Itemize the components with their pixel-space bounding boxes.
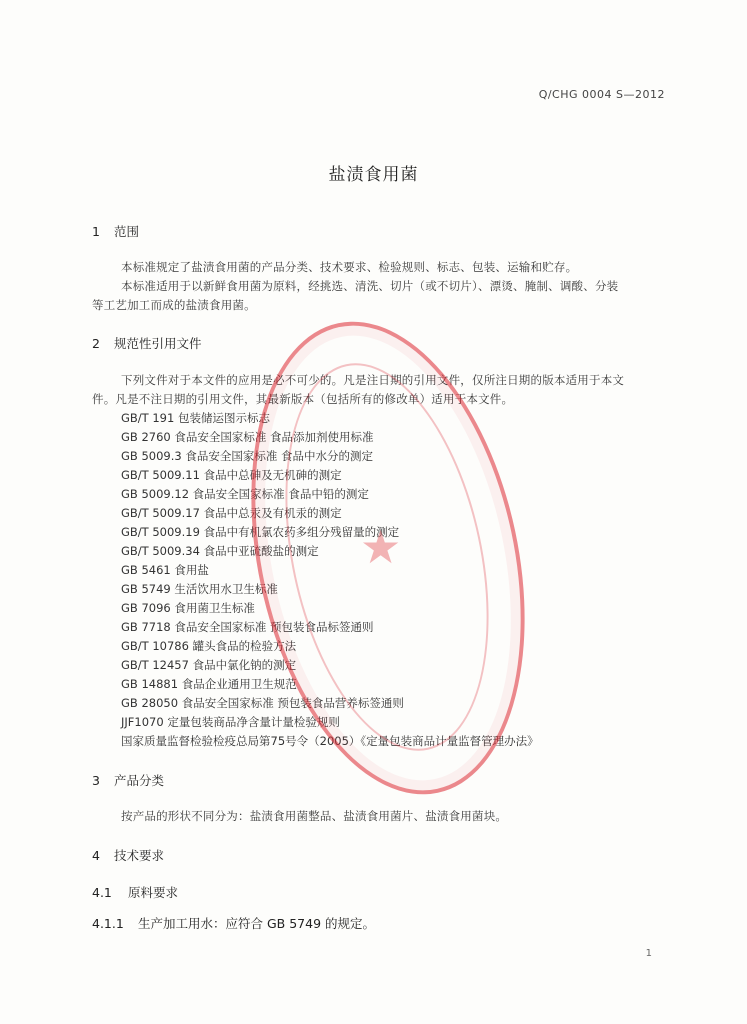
document-title: 盐渍食用菌: [328, 165, 419, 185]
subsection-4-1-heading: [92, 883, 178, 901]
section-1-para-2-line-1: 本标准适用于以新鲜食用菌为原料，经挑选、清洗、切片（或不切片）、漂烫、腌制、调酸、分装: [121, 279, 619, 293]
reference-item: GB 5461 食用盐: [121, 563, 209, 577]
reference-item: GB/T 5009.19 食品中有机氯农药多组分残留量的测定: [121, 525, 400, 539]
reference-item: GB/T 5009.34 食品中亚硫酸盐的测定: [121, 544, 319, 558]
section-1-number: 1: [92, 224, 100, 239]
section-1-title: 范围: [114, 224, 140, 239]
section-3-number: 3: [92, 773, 100, 788]
section-2-intro-line-1: 下列文件对于本文件的应用是必不可少的。凡是注日期的引用文件，仅所注日期的版本适用于本文: [121, 373, 625, 387]
reference-item: GB 5749 生活饮用水卫生标准: [121, 582, 278, 596]
reference-item: GB 7096 食用菌卫生标准: [121, 601, 255, 615]
section-3-title: 产品分类: [114, 773, 165, 788]
subsection-4-1-1-number: 4.1.1: [92, 916, 124, 931]
reference-item: GB 5009.12 食品安全国家标准 食品中铅的测定: [121, 487, 369, 501]
reference-item: GB/T 12457 食品中氯化钠的测定: [121, 658, 297, 672]
subsection-4-1-1: [92, 914, 375, 932]
reference-item: GB/T 5009.11 食品中总砷及无机砷的测定: [121, 468, 342, 482]
reference-item: GB/T 10786 罐头食品的检验方法: [121, 639, 297, 653]
page-number: 1: [645, 948, 652, 959]
section-2-number: 2: [92, 336, 100, 351]
reference-item: GB 28050 食品安全国家标准 预包装食品营养标签通则: [121, 696, 404, 710]
reference-item: GB 2760 食品安全国家标准 食品添加剂使用标准: [121, 430, 374, 444]
reference-item: GB/T 5009.17 食品中总汞及有机汞的测定: [121, 506, 342, 520]
reference-item: 国家质量监督检验检疫总局第75号令（2005）《定量包装商品计量监督管理办法》: [121, 734, 539, 748]
section-1-para-2-line-2: 等工艺加工而成的盐渍食用菌。: [92, 298, 256, 312]
reference-item: GB 7718 食品安全国家标准 预包装食品标签通则: [121, 620, 374, 634]
section-2-heading: [92, 334, 202, 352]
section-4-number: 4: [92, 848, 100, 863]
subsection-4-1-number: 4.1: [92, 885, 112, 900]
subsection-4-1-1-text: 生产加工用水：应符合 GB 5749 的规定。: [138, 916, 375, 931]
section-4-title: 技术要求: [114, 848, 165, 863]
seal-star-icon: ★: [360, 520, 402, 574]
section-2-intro-line-2: 件。凡是不注日期的引用文件，其最新版本（包括所有的修改单）适用于本文件。: [92, 392, 514, 406]
subsection-4-1-title: 原料要求: [128, 885, 179, 900]
section-3-para: 按产品的形状不同分为：盐渍食用菌整品、盐渍食用菌片、盐渍食用菌块。: [121, 809, 508, 823]
reference-item: GB 5009.3 食品安全国家标准 食品中水分的测定: [121, 449, 374, 463]
reference-item: GB 14881 食品企业通用卫生规范: [121, 677, 297, 691]
section-3-heading: [92, 771, 164, 789]
section-4-heading: [92, 846, 164, 864]
section-2-title: 规范性引用文件: [114, 336, 202, 351]
reference-item: GB/T 191 包装储运图示标志: [121, 411, 270, 425]
section-1-para-1: 本标准规定了盐渍食用菌的产品分类、技术要求、检验规则、标志、包装、运输和贮存。: [121, 260, 578, 274]
section-1-heading: [92, 222, 139, 240]
reference-item: JJF1070 定量包装商品净含量计量检验规则: [121, 715, 340, 729]
standard-code: Q/CHG 0004 S—2012: [538, 88, 665, 101]
